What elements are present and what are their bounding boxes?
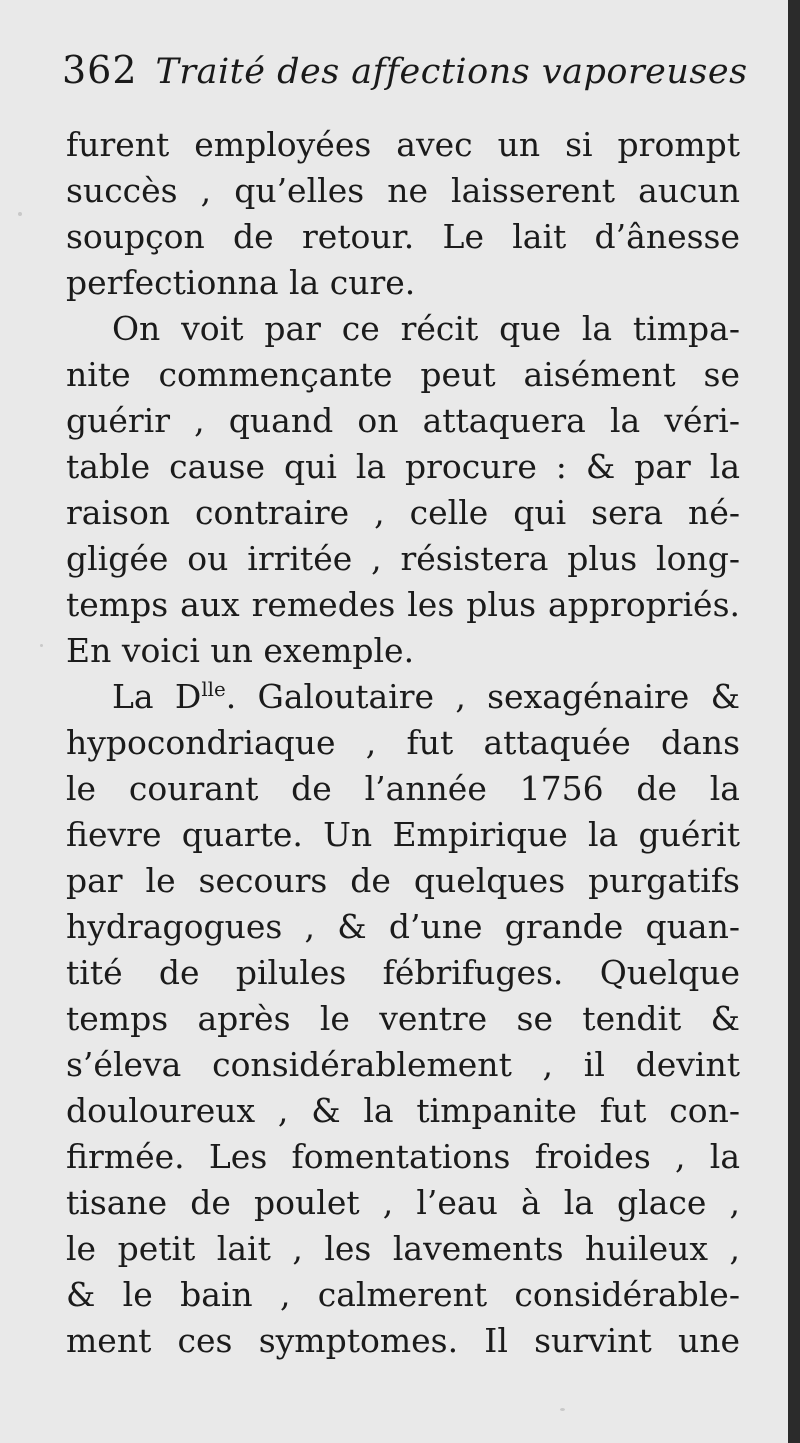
text-line: & le bain , calmerent considérable-: [66, 1275, 740, 1314]
text-line: ment ces symptomes. Il survint une: [66, 1321, 740, 1360]
text-line: En voici un exemple.: [66, 631, 415, 670]
text-line: temps aux remedes les plus appropriés.: [66, 585, 740, 624]
text-line: douloureux , & la timpanite fut con-: [66, 1091, 740, 1130]
text-line: firmée. Les fomentations froides , la: [66, 1137, 740, 1176]
text-line: On voit par ce récit que la timpa-: [112, 309, 740, 348]
text-line: succès , qu’elles ne laisserent aucun: [66, 171, 740, 210]
text-line: fievre quarte. Un Empirique la guérit: [66, 815, 740, 854]
text-line: hydragogues , & d’une grande quan-: [66, 907, 740, 946]
text-fragment: La D: [112, 677, 202, 716]
page-number: 362: [62, 48, 138, 92]
superscript: lle: [201, 678, 226, 701]
text-line: nite commençante peut aisément se: [66, 355, 740, 394]
text-fragment: . Galoutaire , sexagénaire &: [225, 677, 740, 716]
running-title: Traité des affections vaporeuses: [155, 52, 748, 92]
text-line: table cause qui la procure : & par la: [66, 447, 740, 486]
text-line: [66, 674, 740, 720]
text-line: par le secours de quelques purgatifs: [66, 861, 740, 900]
text-line: temps après le ventre se tendit &: [66, 999, 740, 1038]
text-line: tisane de poulet , l’eau à la glace ,: [66, 1183, 740, 1222]
body-text: [66, 122, 740, 1364]
text-line: tité de pilules fébrifuges. Quelque: [66, 953, 740, 992]
paper-speck: [18, 212, 22, 216]
text-line: gligée ou irritée , résistera plus long-: [66, 539, 740, 578]
text-line: hypocondriaque , fut attaquée dans: [66, 723, 740, 762]
text-line: perfectionna la cure.: [66, 263, 416, 302]
text-line: le courant de l’année 1756 de la: [66, 769, 740, 808]
paper-speck: [560, 1408, 565, 1411]
text-line: guérir , quand on attaquera la véri-: [66, 401, 740, 440]
paper-speck: [40, 644, 43, 647]
text-line: raison contraire , celle qui sera né-: [66, 493, 740, 532]
text-line: le petit lait , les lavements huileux ,: [66, 1229, 740, 1268]
text-line: soupçon de retour. Le lait d’ânesse: [66, 217, 740, 256]
page-header: [62, 48, 752, 108]
text-line: furent employées avec un si prompt: [66, 125, 740, 164]
text-line: s’éleva considérablement , il devint: [66, 1045, 740, 1084]
